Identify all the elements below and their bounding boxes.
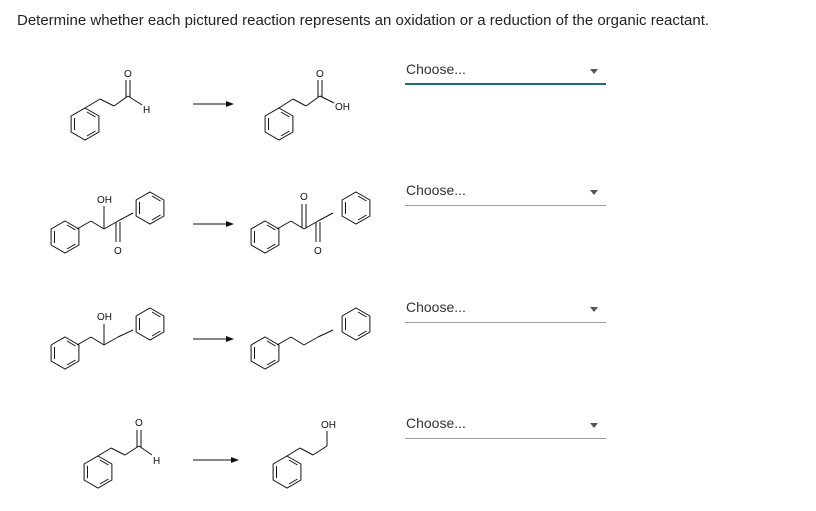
reaction-4-product-hydroxyl: OH (321, 420, 336, 431)
reaction-2-reactant-hydroxyl: OH (97, 195, 112, 206)
reaction-2-reactant (51, 192, 164, 257)
caret-down-icon (590, 307, 598, 312)
reaction-3-reactant-hydroxyl: OH (97, 312, 112, 323)
reaction-4-reactant-oxygen: O (135, 418, 143, 429)
reaction-1-answer-underline (405, 83, 606, 85)
reaction-1-answer-dropdown[interactable] (405, 59, 606, 85)
reaction-1-product (265, 69, 350, 140)
reaction-1-answer-value: Choose... (406, 61, 466, 77)
caret-down-icon (590, 423, 598, 428)
reaction-4-answer-value: Choose... (406, 415, 466, 431)
caret-down-icon (590, 190, 598, 195)
reaction-1-product-hydroxyl: OH (335, 102, 350, 113)
reaction-1 (71, 69, 350, 140)
reaction-1-reactant-hydrogen: H (143, 105, 151, 116)
reaction-2-answer-dropdown[interactable] (405, 180, 606, 206)
reaction-4-answer-underline (405, 438, 606, 439)
reaction-2 (51, 192, 370, 257)
reaction-3-product (251, 308, 370, 369)
reaction-1-reactant (71, 69, 150, 140)
reaction-2-reactant-oxygen: O (114, 246, 122, 257)
reaction-4-reactant (84, 418, 160, 488)
reaction-3-answer-underline (405, 322, 606, 323)
reaction-4-answer-dropdown[interactable] (405, 413, 606, 439)
reaction-4-product (273, 420, 336, 488)
reaction-2-product (251, 192, 370, 257)
reaction-3-answer-value: Choose... (406, 299, 466, 315)
reaction-4-reactant-hydrogen: H (153, 456, 161, 467)
caret-down-icon (590, 69, 598, 74)
reaction-2-answer-underline (405, 205, 606, 206)
reaction-3 (51, 308, 370, 369)
question-prompt: Determine whether each pictured reaction represents an oxidation or a reduction of the organic reactant. (17, 12, 710, 29)
reaction-2-product-oxygen-bottom: O (314, 246, 322, 257)
reaction-1-reactant-oxygen: O (124, 69, 132, 80)
reaction-1-product-oxygen: O (316, 69, 324, 80)
reaction-2-product-oxygen-top: O (300, 192, 308, 203)
reaction-2-answer-value: Choose... (406, 182, 466, 198)
reaction-3-reactant (51, 308, 164, 369)
reaction-3-answer-dropdown[interactable] (405, 297, 606, 323)
reaction-4 (84, 418, 336, 488)
